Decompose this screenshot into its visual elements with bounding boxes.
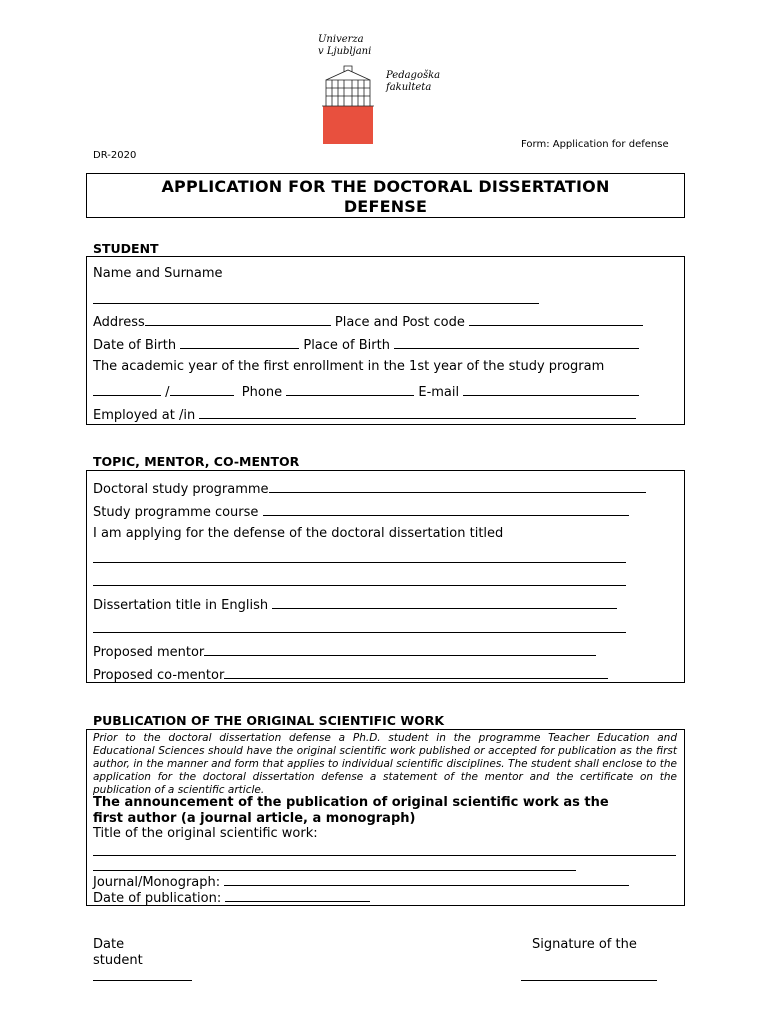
faculty-name bbox=[386, 70, 440, 94]
mentor-label: Proposed mentor bbox=[93, 645, 205, 660]
title-box bbox=[86, 173, 685, 218]
student-heading: STUDENT bbox=[93, 241, 159, 256]
university-line1: Univerza bbox=[318, 34, 364, 45]
student-label: student bbox=[93, 953, 143, 968]
english-title-field-2[interactable] bbox=[93, 620, 626, 638]
address-row bbox=[93, 313, 643, 331]
place-post-field[interactable] bbox=[469, 313, 643, 326]
email-label: E-mail bbox=[418, 385, 460, 400]
faculty-line1: Pedagoška bbox=[386, 70, 441, 81]
dissertation-title-field-1[interactable] bbox=[93, 550, 626, 568]
mentor-field[interactable] bbox=[204, 643, 596, 656]
title-line2: DEFENSE bbox=[343, 197, 428, 216]
employed-field[interactable] bbox=[199, 406, 636, 419]
signature-field[interactable] bbox=[521, 968, 657, 986]
dob-field[interactable] bbox=[180, 336, 299, 349]
pob-label: Place of Birth bbox=[303, 338, 390, 353]
dissertation-title-field-2[interactable] bbox=[93, 573, 626, 591]
birth-row bbox=[93, 336, 639, 354]
comentor-field[interactable] bbox=[224, 666, 608, 679]
pubdate-row bbox=[93, 889, 370, 907]
faculty-line2: fakulteta bbox=[386, 82, 432, 93]
pubdate-field[interactable] bbox=[225, 889, 370, 902]
announcement-line2: first author (a journal article, a monograph) bbox=[93, 811, 416, 826]
english-title-field[interactable] bbox=[272, 596, 617, 609]
english-title-row bbox=[93, 596, 617, 614]
dob-label: Date of Birth bbox=[93, 338, 177, 353]
publication-heading: PUBLICATION OF THE ORIGINAL SCIENTIFIC WORK bbox=[93, 713, 445, 728]
programme-row bbox=[93, 480, 646, 498]
name-label: Name and Surname bbox=[93, 266, 223, 281]
date-label: Date bbox=[93, 937, 125, 952]
mentor-row bbox=[93, 643, 596, 661]
work-title-label: Title of the original scientific work: bbox=[93, 826, 318, 841]
publication-note: Prior to the doctoral dissertation defense a Ph.D. student in the programme Teacher Education and Educational Sciences should have the original scientific work published or accepted for publication as the first author, in the manner and form that applies to individual scientific disciplines. The student shall enclose to the application for the doctoral dissertation defense a statement of the mentor and the certificate on the publication of a scientific article. bbox=[93, 732, 677, 796]
title-line1: APPLICATION FOR THE DOCTORAL DISSERTATION bbox=[161, 177, 610, 196]
course-label: Study programme course bbox=[93, 505, 259, 520]
university-line2: v Ljubljani bbox=[318, 46, 372, 57]
comentor-label: Proposed co-mentor bbox=[93, 668, 225, 683]
name-field[interactable] bbox=[93, 291, 539, 309]
form-code: DR-2020 bbox=[93, 150, 137, 161]
employed-row bbox=[93, 406, 636, 424]
topic-heading: TOPIC, MENTOR, CO-MENTOR bbox=[93, 454, 300, 469]
academic-year-label: The academic year of the first enrollment in the 1st year of the study program bbox=[93, 359, 605, 374]
employed-label: Employed at /in bbox=[93, 408, 196, 423]
applying-label: I am applying for the defense of the doctoral dissertation titled bbox=[93, 526, 504, 541]
year-phone-row bbox=[93, 383, 639, 401]
email-field[interactable] bbox=[463, 383, 639, 396]
university-logo bbox=[322, 62, 374, 144]
year-slash: / bbox=[165, 385, 170, 400]
form-label: Form: Application for defense bbox=[521, 139, 669, 150]
announcement-heading bbox=[93, 795, 609, 827]
programme-field[interactable] bbox=[269, 480, 646, 493]
page-title bbox=[87, 177, 684, 217]
signature-label: Signature of the bbox=[532, 937, 637, 952]
comentor-row bbox=[93, 666, 608, 684]
english-title-label: Dissertation title in English bbox=[93, 598, 269, 613]
course-field[interactable] bbox=[263, 503, 629, 516]
university-name bbox=[318, 34, 371, 58]
year-start-field[interactable] bbox=[93, 383, 161, 396]
announcement-line1: The announcement of the publication of original scientific work as the bbox=[93, 795, 609, 810]
programme-label: Doctoral study programme bbox=[93, 482, 269, 497]
course-row bbox=[93, 503, 629, 521]
address-label: Address bbox=[93, 315, 145, 330]
journal-label: Journal/Monograph: bbox=[93, 875, 221, 890]
pubdate-label: Date of publication: bbox=[93, 891, 222, 906]
pob-field[interactable] bbox=[394, 336, 639, 349]
phone-label: Phone bbox=[241, 385, 283, 400]
date-field[interactable] bbox=[93, 968, 192, 986]
phone-field[interactable] bbox=[286, 383, 414, 396]
address-field[interactable] bbox=[145, 313, 331, 326]
journal-field[interactable] bbox=[224, 873, 629, 886]
year-end-field[interactable] bbox=[170, 383, 234, 396]
place-post-label: Place and Post code bbox=[334, 315, 465, 330]
